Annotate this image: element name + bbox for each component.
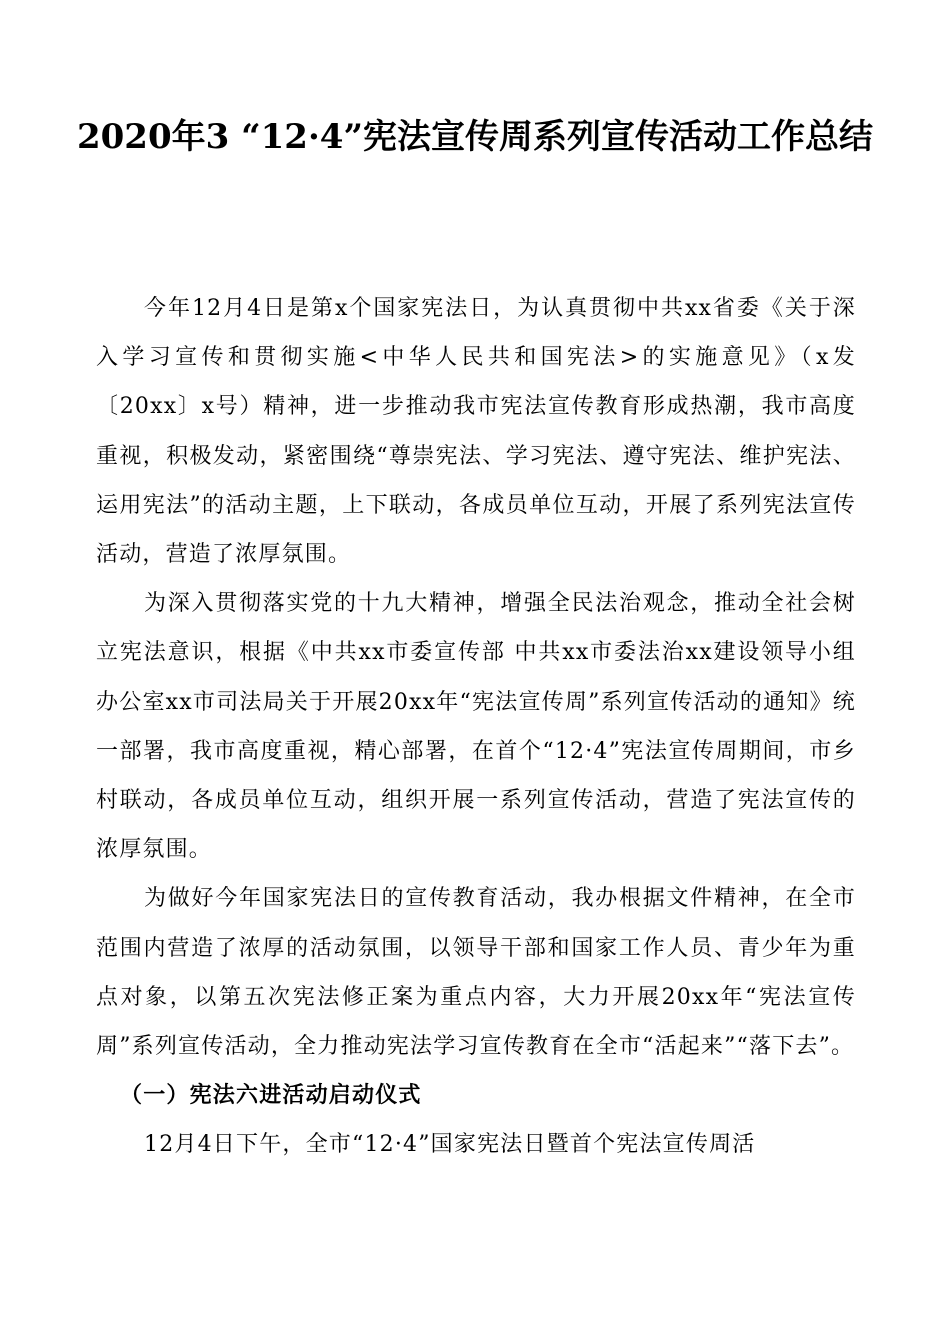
body-paragraph: 今年12月4日是第x个国家宪法日，为认真贯彻中共xx省委《关于深入学习宣传和贯彻实施<中华人民共和国宪法>的实施意见》（x发〔20xx〕x号）精神，进一步推动我市宪法宣传教育形成热潮，我市高度重视，积极发动，紧密围绕“尊崇宪法、学习宪法、遵守宪法、维护宪法、运用宪法”的活动主题，上下联动，各成员单位互动，开展了系列宪法宣传活动，营造了浓厚氛围。 bbox=[96, 296, 856, 568]
body-paragraph: 12月4日下午，全市“12·4”国家宪法日暨首个宪法宣传周活 bbox=[144, 1132, 756, 1158]
section-heading: （一）宪法六进活动启动仪式 bbox=[120, 1082, 422, 1109]
body-paragraph: 为做好今年国家宪法日的宣传教育活动，我办根据文件精神，在全市范围内营造了浓厚的活动氛围，以领导干部和国家工作人员、青少年为重点对象，以第五次宪法修正案为重点内容，大力开展20xx年“宪法宣传周”系列宣传活动，全力推动宪法学习宣传教育在全市“活起来”“落下去”。 bbox=[96, 886, 856, 1060]
body-paragraph: 为深入贯彻落实党的十九大精神，增强全民法治观念，推动全社会树立宪法意识，根据《中共xx市委宣传部 中共xx市委法治xx建设领导小组办公室xx市司法局关于开展20xx年“宪法宣传周”系列宣传活动的通知》统一部署，我市高度重视，精心部署，在首个“12·4”宪法宣传周期间，市乡村联动，各成员单位互动，组织开展一系列宣传活动，营造了宪法宣传的浓厚氛围。 bbox=[96, 591, 856, 863]
document-body bbox=[96, 284, 856, 1170]
document-title: 2020年3 “12·4”宪法宣传周系列宣传活动工作总结 bbox=[76, 117, 874, 157]
